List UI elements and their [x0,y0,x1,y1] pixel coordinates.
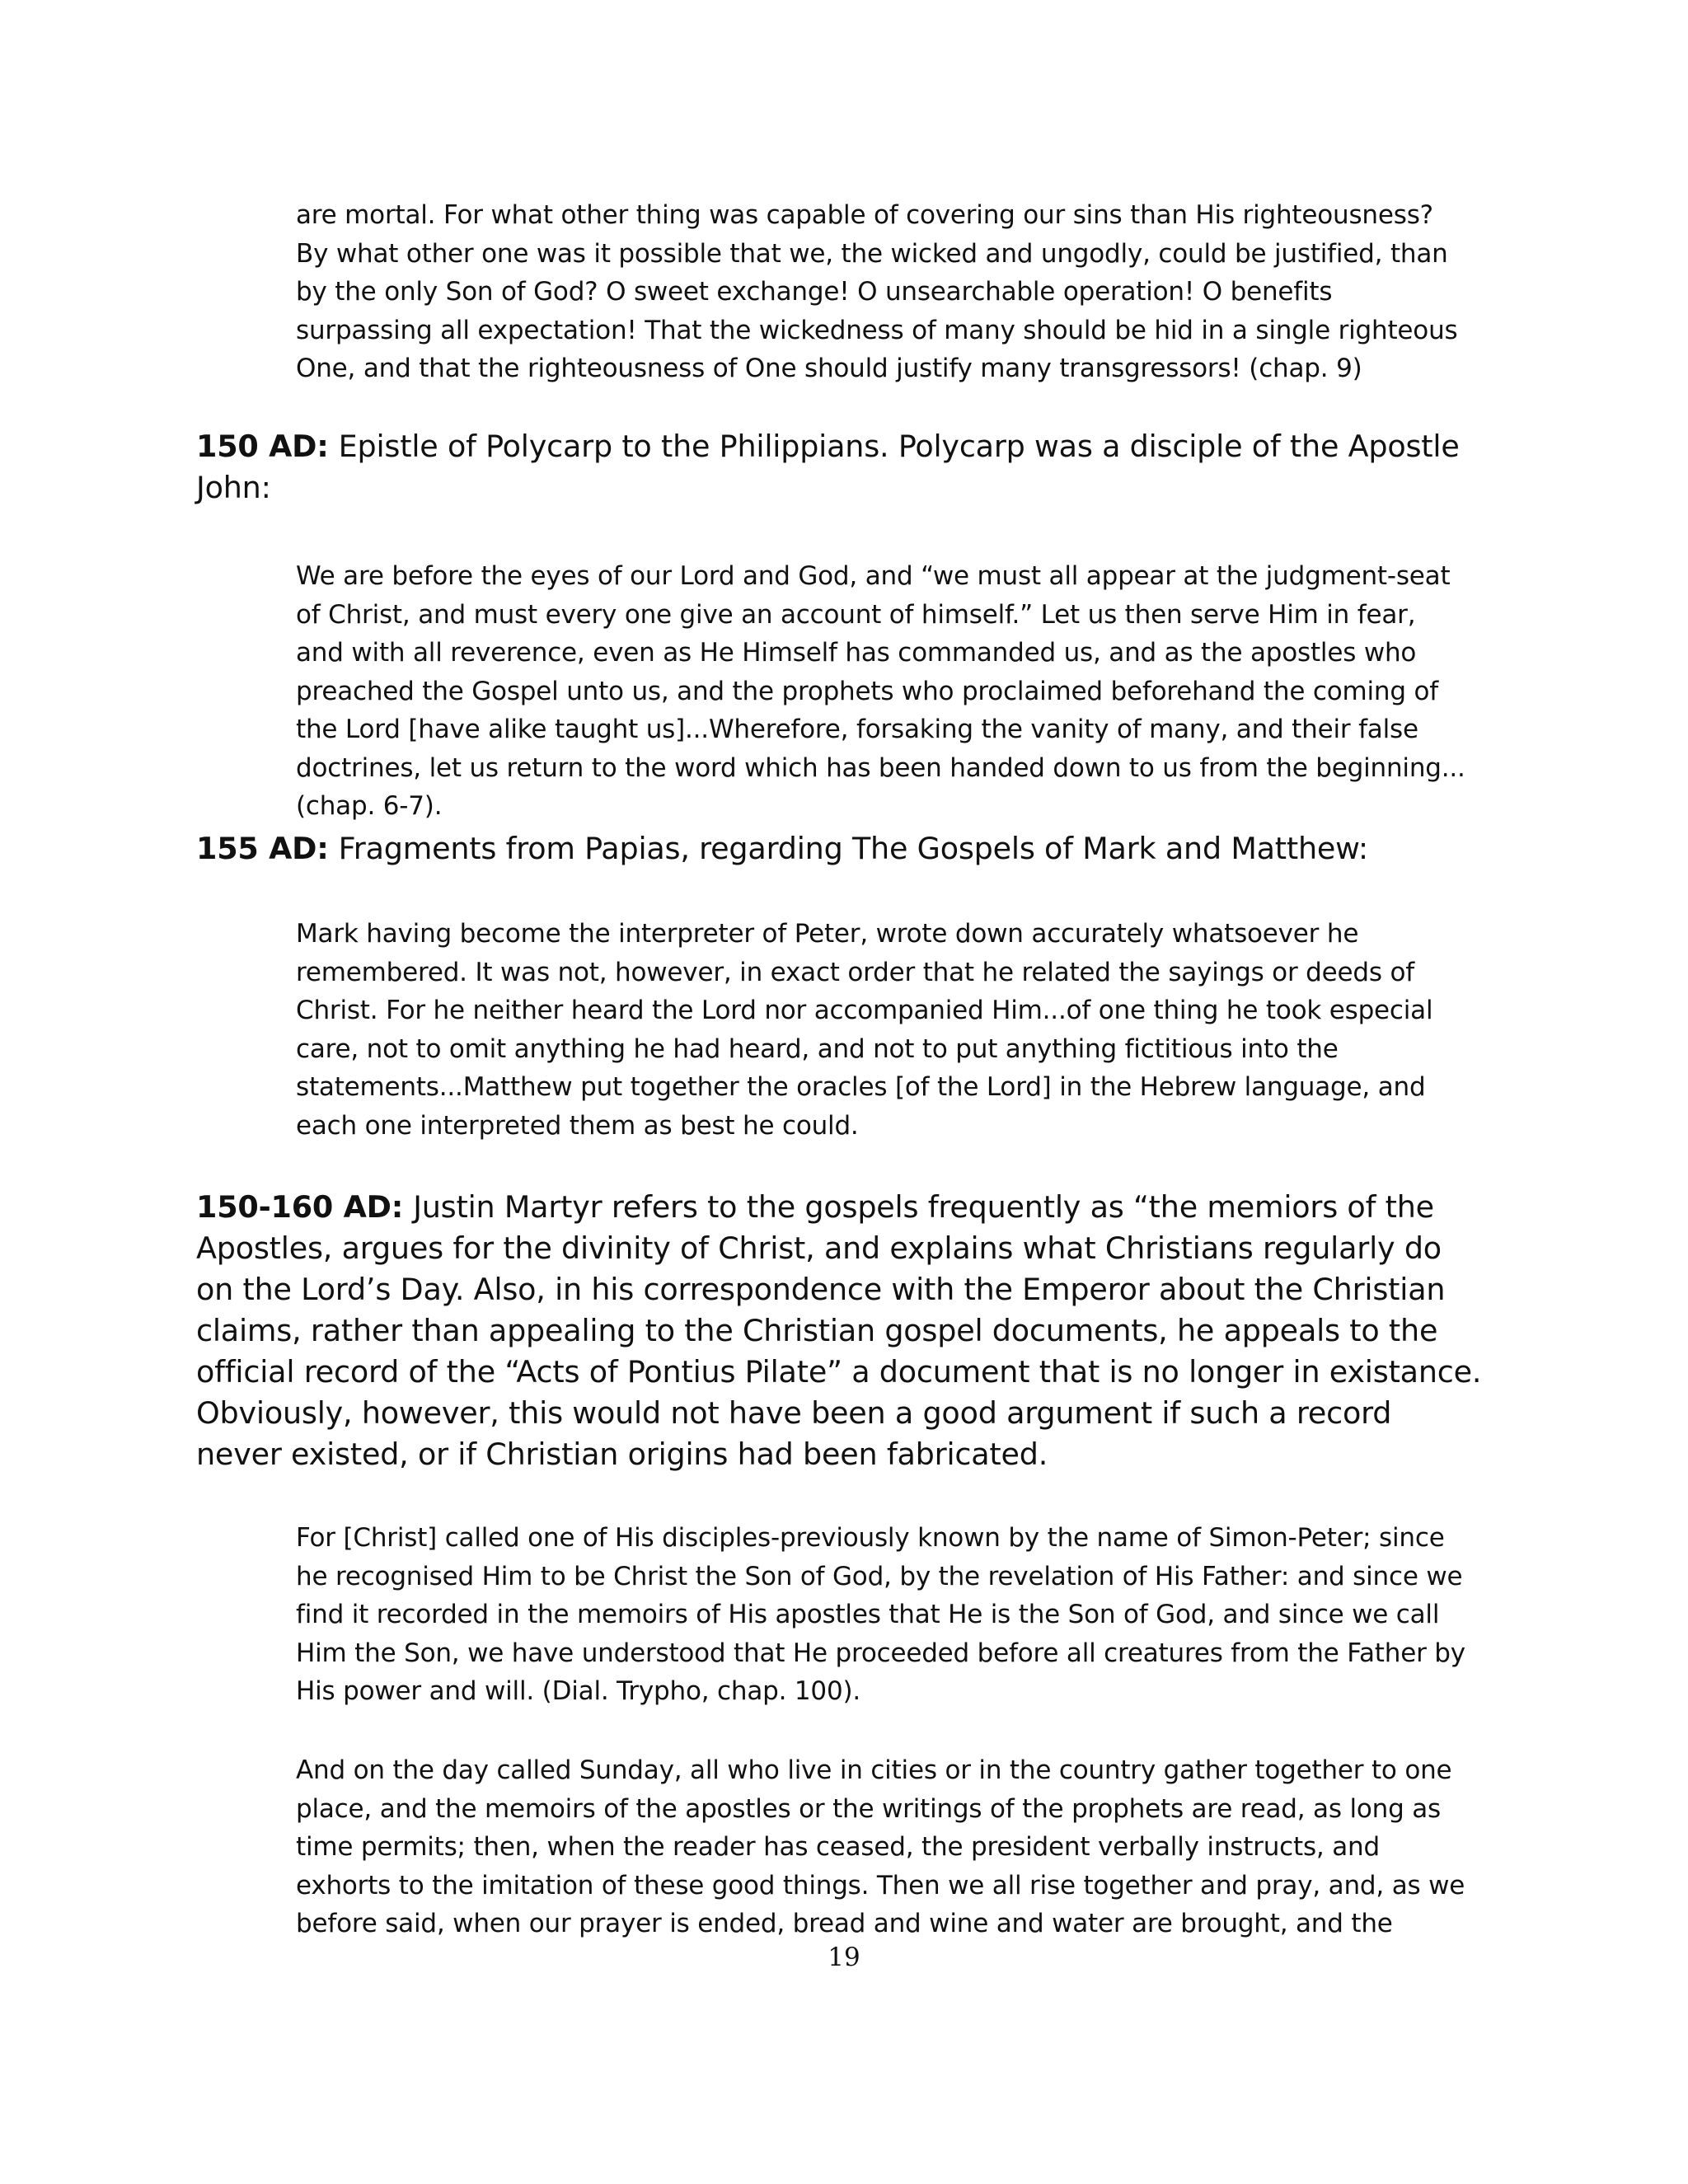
heading-date: 150 AD: [196,429,329,464]
section-heading-155-ad [196,828,1482,869]
quote-paragraph: Mark having become the interpreter of Peter, wrote down accurately whatsoever he remembered. It was not, however, in exact order that he related the sayings or deeds of Christ. For he neither heard the Lord nor accompanied Him...of one thing he took especial care, not to omit anything he had heard, and not to put anything fictitious into the statements...Matthew put together the oracles [of the Lord] in the Hebrew language, and each one interpreted them as best he could. [296,919,1433,1141]
heading-date: 150-160 AD: [196,1189,404,1225]
heading-date: 155 AD: [196,831,329,866]
page-number: 19 [828,1943,860,1972]
heading-text: Fragments from Papias, regarding The Gospels of Mark and Matthew: [338,831,1368,866]
section-heading-150-ad [196,426,1482,509]
quote-paragraph: are mortal. For what other thing was capable of covering our sins than His righteousness? By what other one was it possible that we, the wicked and ungodly, could be justified, than by the only Son of God? O sweet exchange! O unsearchable operation! O benefits surpassing all expectation! That the wickedness of many should be hid in a single righteous One, and that the righteousness of One should justify many transgressors! (chap. 9) [296,200,1458,383]
quote-paragraph: For [Christ] called one of His disciples-previously known by the name of Simon-Peter; since he recognised Him to be Christ the Son of God, by the revelation of His Father: and since we find it recorded in the memoirs of His apostles that He is the Son of God, and since we call Him the Son, we have understood that He proceeded before all creatures from the Father by His power and will. (Dial. Trypho, chap. 100). [296,1523,1465,1706]
section-heading-150-160-ad [196,1187,1482,1475]
quote-paragraph: We are before the eyes of our Lord and God, and “we must all appear at the judgment-seat of Christ, and must every one give an account of himself.” Let us then serve Him in fear, and with all reverence, even as He Himself has commanded us, and as the apostles who preached the Gospel unto us, and the prophets who proclaimed beforehand the coming of the Lord [have alike taught us]...Wherefore, forsaking the vanity of many, and their false doctrines, let us return to the word which has been handed down to us from the beginning... (chap. 6-7). [296,561,1465,821]
heading-text: Epistle of Polycarp to the Philippians. Polycarp was a disciple of the Apostle John: [196,429,1460,505]
quote-paragraph: And on the day called Sunday, all who live in cities or in the country gather together to one place, and the memoirs of the apostles or the writings of the prophets are read, as long as time permits; then, when the reader has ceased, the president verbally instructs, and exhorts to the imitation of these good things. Then we all rise together and pray, and, as we before said, when our prayer is ended, bread and wine and water are brought, and the [296,1755,1465,1938]
heading-text: Justin Martyr refers to the gospels frequently as “the memiors of the Apostles, argues for the divinity of Christ, and explains what Christians regularly do on the Lord’s Day. Also, in his correspondence with the Emperor about the Christian claims, rather than appealing to the Christian gospel documents, he appeals to the official record of the “Acts of Pontius Pilate” a document that is no longer in existance. Obviously, however, this would not have been a good argument if such a record never existed, or if Christian origins had been fabricated. [196,1189,1482,1472]
